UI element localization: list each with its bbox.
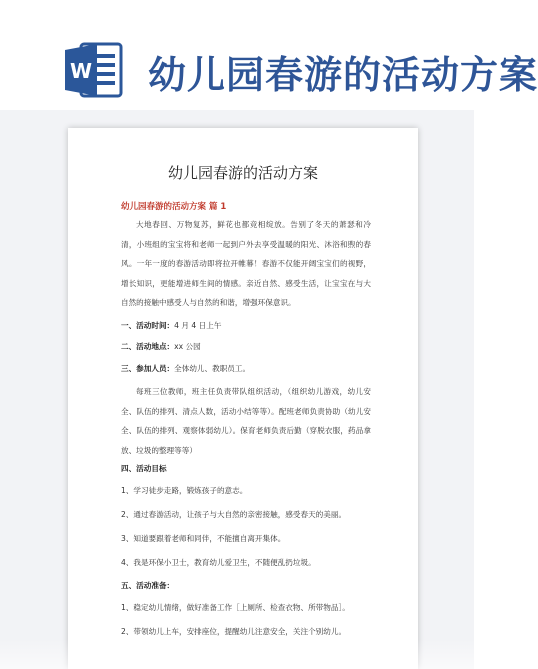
- intro-paragraph: 大地春回、万物复苏，鲜花也都竞相绽放。告别了冬天的萧瑟和冷清，小班组的宝宝将和老师一起到户外去享受温暖的阳光、沐浴和煦的春风。一年一度的春游活动即将拉开帷幕！春游不仅能开阔宝宝们的视野，增长知识，更能增进师生间的情感。亲近自然、感受生活，让宝宝在与大自然的接触中感受人与自然的和谐，增强环保意识。: [121, 220, 371, 307]
- bottom-fade: [0, 639, 474, 669]
- banner: [0, 0, 538, 110]
- activity-place: [121, 341, 201, 352]
- document-title: 幼儿园春游的活动方案: [167, 164, 318, 182]
- staff-paragraph: 每班三位教师，班主任负责带队组织活动，（组织幼儿游戏，幼儿安全、队伍的排列、清点人数，活动小结等等）。配班老师负责协助（幼儿安全、队伍的排列、观察体弱幼儿）。保育老师负责后勤（穿脱衣服，药品拿放、垃圾的整理等等）: [121, 387, 371, 455]
- goal-item: 2、通过春游活动，让孩子与大自然的亲密接触，感受春天的美丽。: [121, 510, 347, 519]
- goal-item: 1、学习徒步走路，锻炼孩子的意志。: [121, 486, 248, 495]
- activity-time-value: 4 月 4 日上午: [174, 321, 222, 330]
- section-subtitle: 幼儿园春游的活动方案 篇 1: [121, 202, 227, 212]
- goals-heading: 四、活动目标: [121, 464, 167, 473]
- prep-item: 2、带领幼儿上车，安排座位，提醒幼儿注意安全，关注个别幼儿。: [121, 627, 347, 636]
- activity-people-value: 全体幼儿、教职员工。: [174, 364, 251, 373]
- goal-item: 4、我是环保小卫士，教育幼儿爱卫生，不随便乱扔垃圾。: [121, 558, 316, 567]
- activity-people: [121, 363, 250, 374]
- activity-time: [121, 320, 221, 331]
- prep-heading: 五、活动准备：: [121, 581, 175, 590]
- activity-place-value: xx 公园: [174, 342, 201, 351]
- activity-place-label: 二、活动地点：: [121, 342, 175, 351]
- activity-time-label: 一、活动时间：: [121, 321, 175, 330]
- goal-item: 3、知道要跟着老师和同伴，不能擅自离开集体。: [121, 534, 286, 543]
- word-document-icon: [63, 38, 127, 102]
- document-page: [68, 128, 418, 669]
- svg-text:W: W: [69, 59, 93, 83]
- banner-title: 幼儿园春游的活动方案: [148, 53, 538, 97]
- prep-item: 1、稳定幼儿情绪，做好准备工作［上厕所、检查衣物、所带物品］。: [121, 603, 350, 612]
- activity-people-label: 三、参加人员：: [121, 364, 175, 373]
